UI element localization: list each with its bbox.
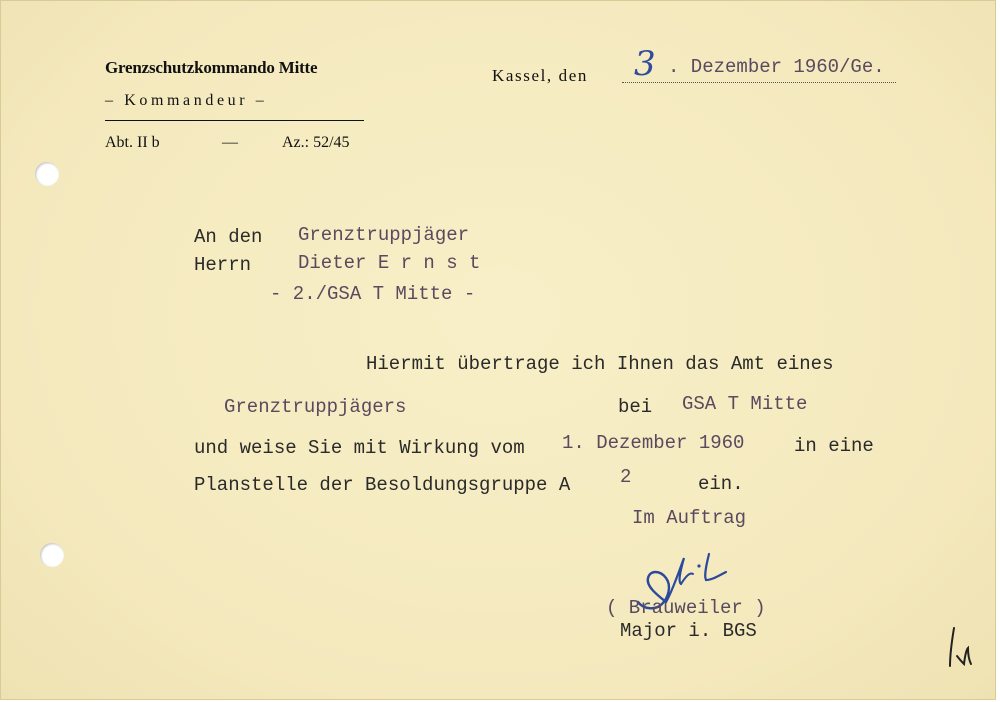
signature-on-behalf: Im Auftrag xyxy=(632,507,747,529)
recipient-rank: Grenztruppjäger xyxy=(298,224,470,246)
body-grade: 2 xyxy=(620,466,632,488)
letterhead-reference: Az.: 52/45 xyxy=(282,134,350,151)
body-office: Grenztruppjägers xyxy=(224,396,407,418)
recipient-label-herrn: Herrn xyxy=(194,254,252,276)
body-station: GSA T Mitte xyxy=(682,393,808,415)
body-effective-date: 1. Dezember 1960 xyxy=(562,432,745,454)
signature-name: ( Brauweiler ) xyxy=(606,597,766,619)
punch-hole-top xyxy=(35,162,59,186)
dateline-month-year: . Dezember 1960/Ge. xyxy=(668,56,885,78)
dateline-day: 3 xyxy=(634,44,656,84)
body-bei: bei xyxy=(618,396,653,418)
dateline-dotted-line xyxy=(622,82,896,83)
margin-initial-mark xyxy=(940,620,980,670)
body-line-1: Hiermit übertrage ich Ihnen das Amt eines xyxy=(366,353,834,375)
letterhead-org: Grenzschutzkommando Mitte xyxy=(105,58,318,77)
recipient-label-an-den: An den xyxy=(194,226,263,248)
body-line-3-start: und weise Sie mit Wirkung vom xyxy=(194,437,525,459)
dateline-place: Kassel, den xyxy=(492,66,588,85)
letterhead-separator: — xyxy=(222,134,238,151)
signature-title: Major i. BGS xyxy=(620,620,757,642)
punch-hole-bottom xyxy=(40,543,64,567)
recipient-name: Dieter E r n s t xyxy=(298,252,481,274)
letterhead-role: – Kommandeur – xyxy=(105,92,268,109)
body-line-3-end: in eine xyxy=(794,435,874,457)
letterhead-rule xyxy=(105,120,364,121)
letterhead-department: Abt. II b xyxy=(105,134,160,151)
body-line-4-start: Planstelle der Besoldungsgruppe A xyxy=(194,474,571,496)
body-line-4-end: ein. xyxy=(698,473,744,495)
recipient-unit: - 2./GSA T Mitte - xyxy=(270,283,476,305)
